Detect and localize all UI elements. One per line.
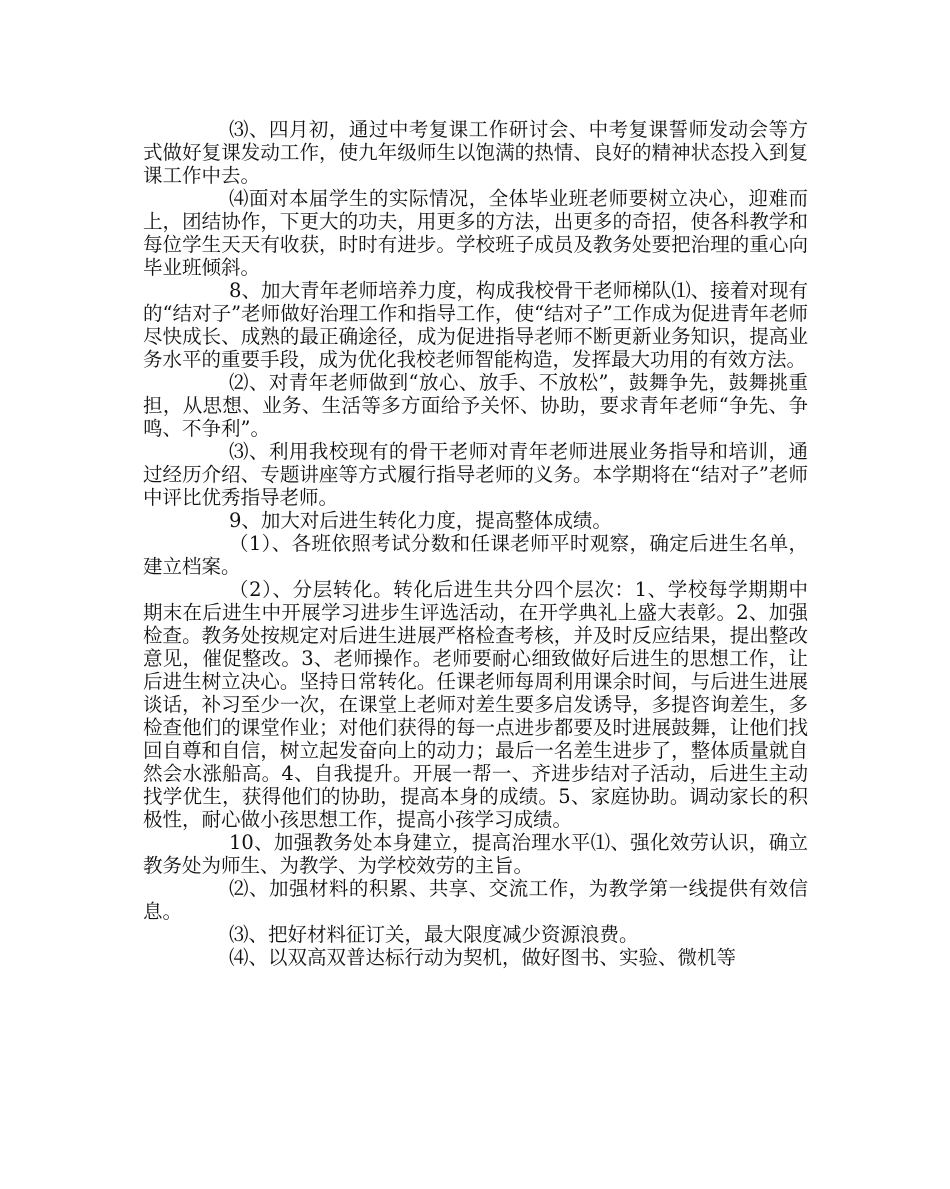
paragraph-1: ⑶、四月初，通过中考复课工作研讨会、中考复课誓师发动会等方式做好复课发动工作，使九年级师生以饱满的热情、良好的精神状态投入到复课工作中去。	[143, 118, 808, 187]
paragraph-3: 8、加大青年老师培养力度，构成我校骨干老师梯队⑴、接着对现有的“结对子”老师做好治理工作和指导工作，使“结对子”工作成为促进青年老师尽快成长、成熟的最正确途径，成为促进指导老师不断更新业务知识，提高业务水平的重要手段，成为优化我校老师智能构造，发挥最大功用的有效方法。	[143, 279, 808, 371]
paragraph-5: ⑶、利用我校现有的骨干老师对青年老师进展业务指导和培训，通过经历介绍、专题讲座等方式履行指导老师的义务。本学期将在“结对子”老师中评比优秀指导老师。	[143, 440, 808, 509]
document-body	[143, 118, 808, 969]
paragraph-2: ⑷面对本届学生的实际情况，全体毕业班老师要树立决心，迎难而上，团结协作，下更大的功夫，用更多的方法，出更多的奇招，使各科教学和每位学生天天有收获，时时有进步。学校班子成员及教务处要把治理的重心向毕业班倾斜。	[143, 187, 808, 279]
paragraph-12: ⑷、以双高双普达标行动为契机，做好图书、实验、微机等	[229, 946, 737, 969]
paragraph-11: ⑶、把好材料征订关，最大限度减少资源浪费。	[229, 923, 639, 946]
paragraph-10: ⑵、加强材料的积累、共享、交流工作，为教学第一线提供有效信息。	[143, 877, 808, 923]
paragraph-8: （2）、分层转化。转化后进生共分四个层次：1、学校每学期期中期末在后进生中开展学习进步生评选活动，在开学典礼上盛大表彰。2、加强检查。教务处按规定对后进生进展严格检查考核，并及时反应结果，提出整改意见，催促整改。3、老师操作。老师要耐心细致做好后进生的思想工作，让后进生树立决心。坚持日常转化。任课老师每周利用课余时间，与后进生进展谈话，补习至少一次，在课堂上老师对差生要多启发诱导，多提咨询差生，多检查他们的课堂作业；对他们获得的每一点进步都要及时进展鼓舞，让他们找回自尊和自信，树立起发奋向上的动力；最后一名差生进步了，整体质量就自然会水涨船高。4、自我提升。开展一帮一、齐进步结对子活动，后进生主动找学优生，获得他们的协助，提高本身的成绩。5、家庭协助。调动家长的积极性，耐心做小孩思想工作，提高小孩学习成绩。	[143, 578, 808, 831]
paragraph-4: ⑵、对青年老师做到“放心、放手、不放松”，鼓舞争先，鼓舞挑重担，从思想、业务、生活等多方面给予关怀、协助，要求青年老师“争先、争鸣、不争利”。	[143, 371, 808, 440]
paragraph-7: （1）、各班依照考试分数和任课老师平时观察，确定后进生名单，建立档案。	[143, 532, 808, 578]
paragraph-6: 9、加大对后进生转化力度，提高整体成绩。	[229, 509, 612, 532]
paragraph-9: 10、加强教务处本身建立，提高治理水平⑴、强化效劳认识，确立教务处为师生、为教学、为学校效劳的主旨。	[143, 831, 808, 877]
